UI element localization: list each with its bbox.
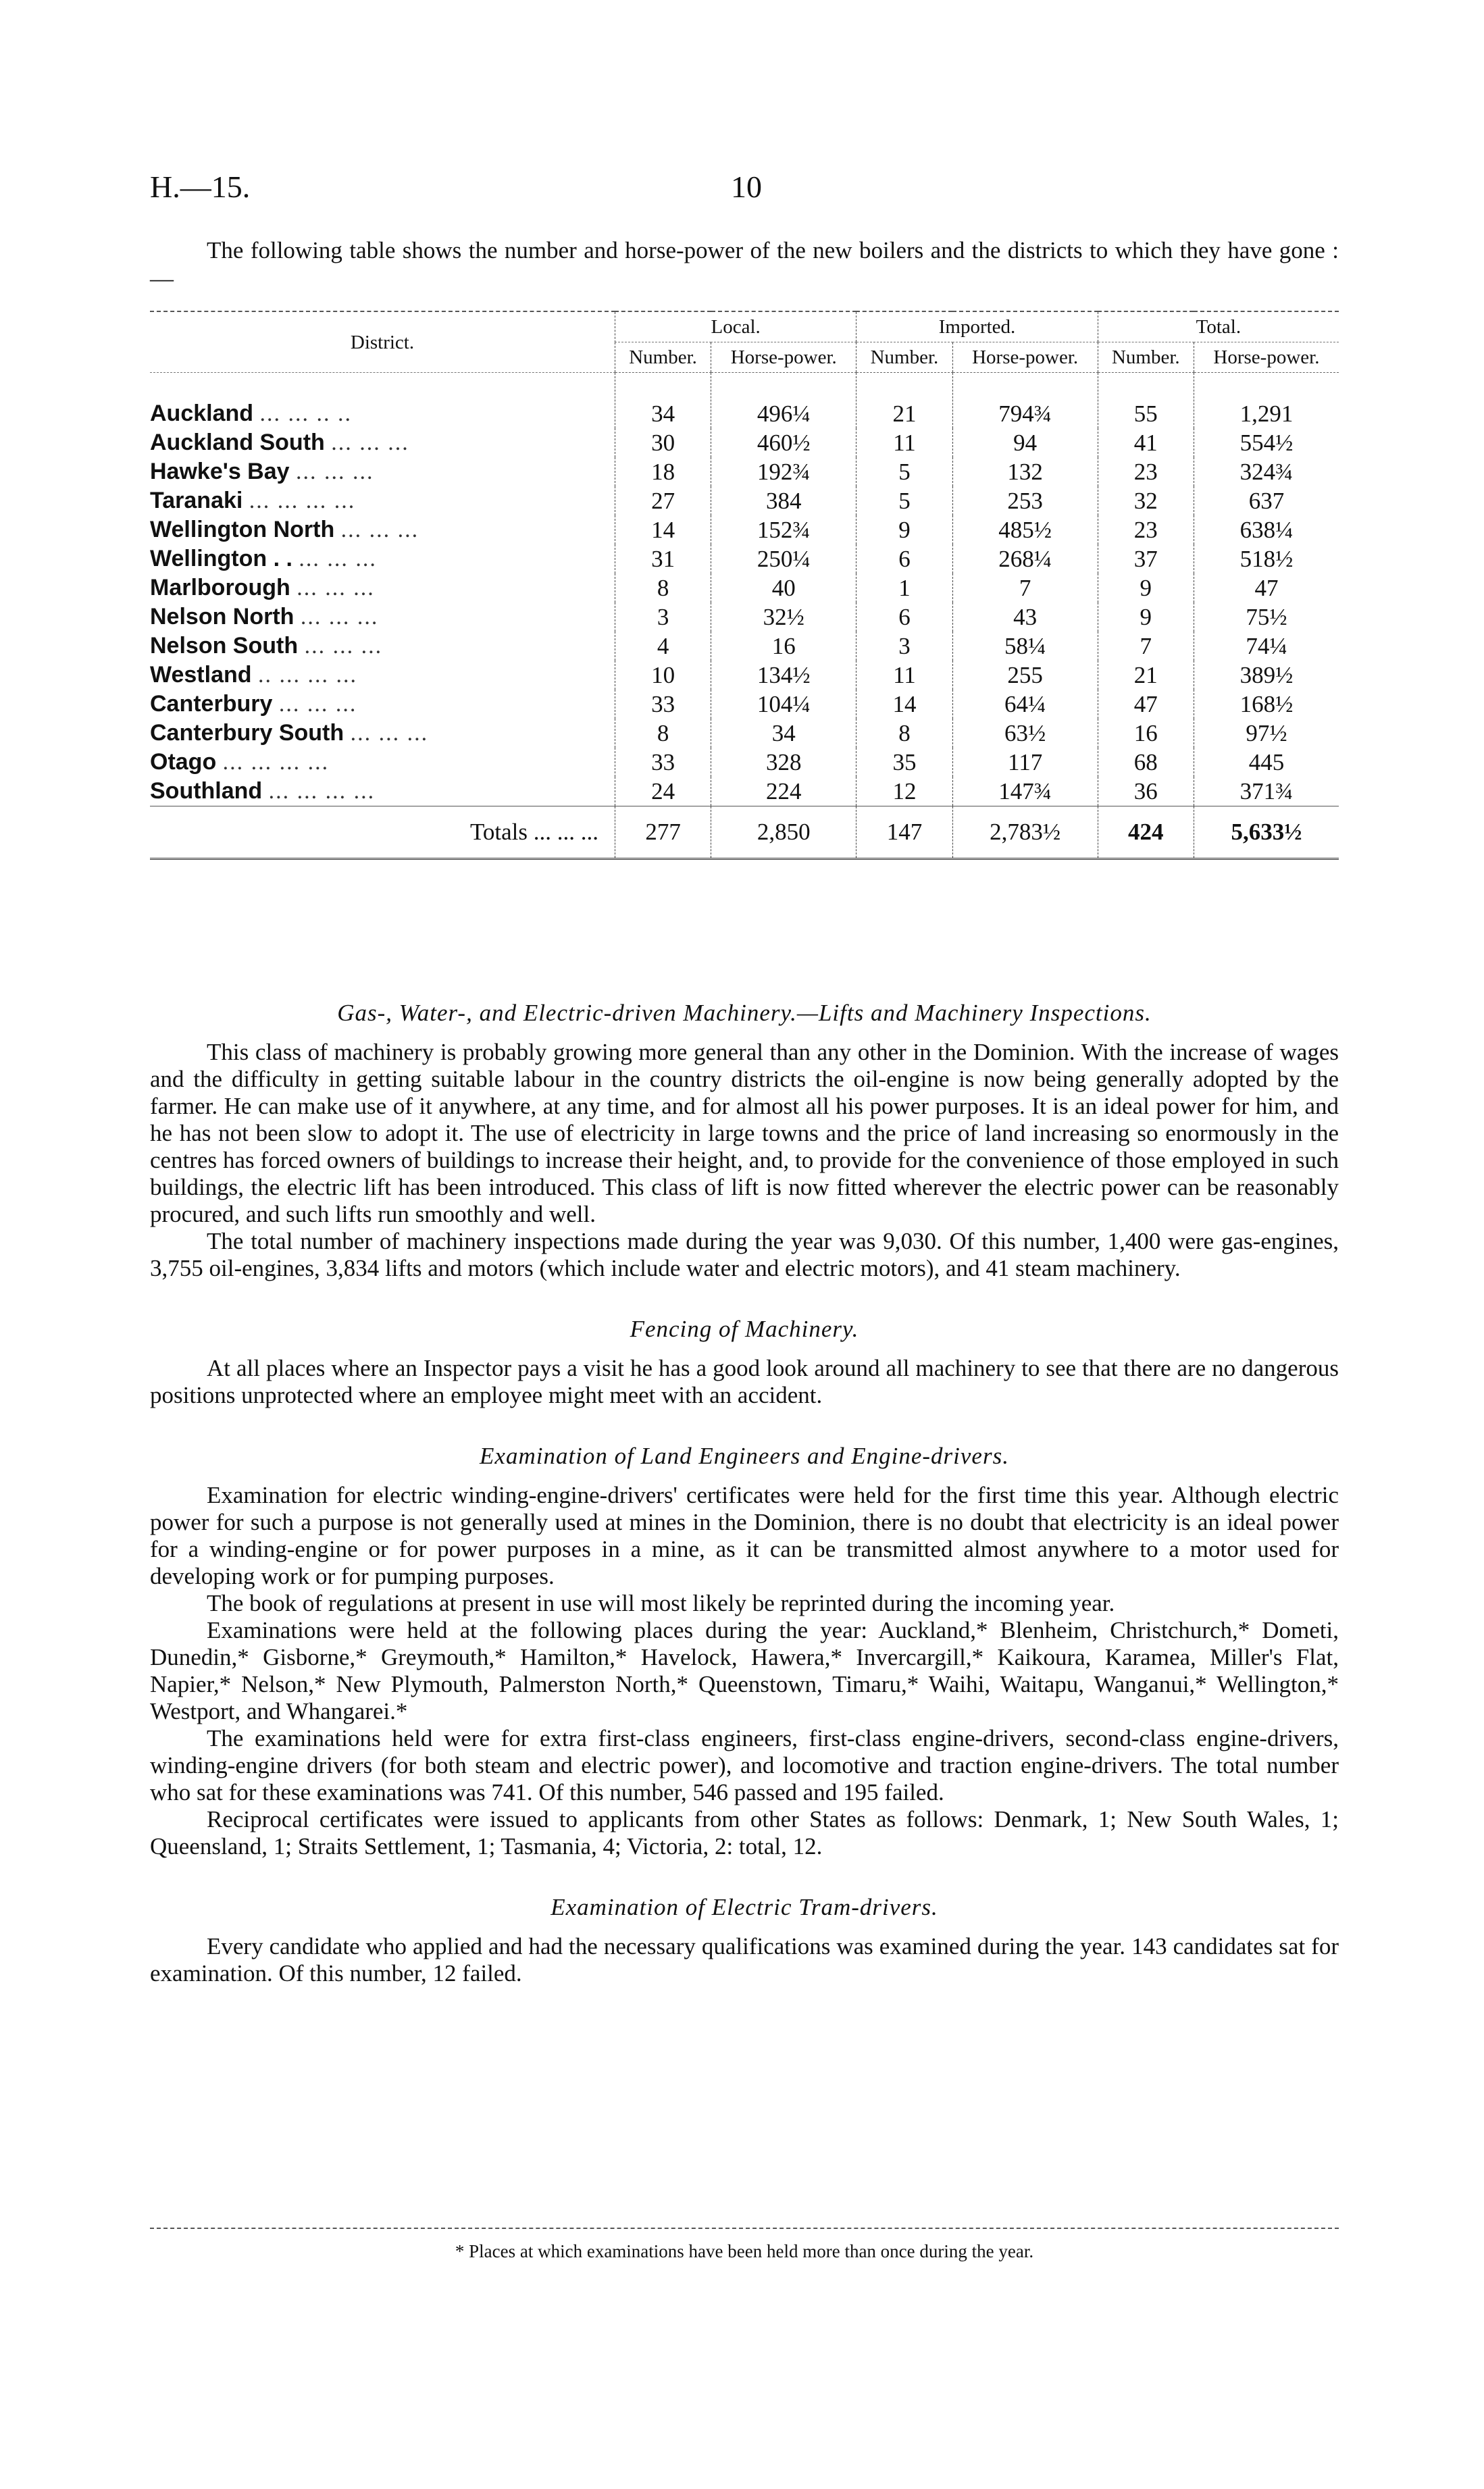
total-horsepower-cell: 97½	[1194, 719, 1339, 748]
imported-number-cell: 8	[856, 719, 952, 748]
district-name: Auckland	[150, 401, 254, 426]
leader-dots: ... ... ...	[296, 459, 374, 484]
imported-horsepower-cell: 58¼	[952, 632, 1098, 661]
table-row	[150, 428, 1339, 457]
leader-dots: ... ... ... ...	[268, 779, 376, 804]
local-number-cell: 8	[615, 573, 711, 602]
totals-row	[150, 806, 1339, 859]
totals-imported-number: 147	[856, 806, 952, 859]
imported-number-cell: 9	[856, 515, 952, 544]
imported-number-cell: 3	[856, 632, 952, 661]
local-number-cell: 8	[615, 719, 711, 748]
local-number-cell: 27	[615, 486, 711, 515]
paragraph: Examinations were held at the following places during the year: Auckland,* Blenheim, Christchurch,* Dometi, Dunedin,* Gisborne,* Greymouth,* Hamilton,* Havelock, Hawera,* Invercargill,* Kaikoura, Karamea, Miller's Flat, Napier,* Nelson,* New Plymouth, Palmerston North,* Queenstown, Timaru,* Waihi, Waitapu, Wanganui,* Wellington,* Westport, and Whangarei.*	[150, 1617, 1339, 1724]
group-imported-header: Imported.	[856, 311, 1098, 342]
section-heading: Examination of Land Engineers and Engine-drivers.	[480, 1443, 1009, 1469]
imported-horsepower-cell: 94	[952, 428, 1098, 457]
local-horsepower-cell: 134½	[711, 661, 856, 690]
imported-number-cell: 11	[856, 428, 952, 457]
total-number-header: Number.	[1098, 342, 1194, 373]
leader-dots: ... ... ... ...	[249, 488, 356, 513]
imported-horsepower-cell: 7	[952, 573, 1098, 602]
paragraph: The total number of machinery inspections made during the year was 9,030. Of this number, 1,400 were gas-engines, 3,755 oil-engines, 3,834 lifts and motors (which include water and electric motors), and 41 steam machinery.	[150, 1228, 1339, 1281]
imported-number-cell: 11	[856, 661, 952, 690]
paragraph: The book of regulations at present in use will most likely be reprinted during the incoming year.	[207, 1590, 1115, 1616]
imported-horsepower-cell: 117	[952, 748, 1098, 777]
paragraph: Every candidate who applied and had the necessary qualifications was examined during the year. 143 candidates sat for examination. Of this number, 12 failed.	[150, 1933, 1339, 1986]
total-number-cell: 37	[1098, 544, 1194, 573]
total-horsepower-cell: 518½	[1194, 544, 1339, 573]
table-row	[150, 544, 1339, 573]
imported-number-cell: 35	[856, 748, 952, 777]
local-horsepower-cell: 224	[711, 777, 856, 806]
leader-dots: ... ... ...	[297, 575, 375, 600]
intro-paragraph: The following table shows the number and horse-power of the new boilers and the districts to which they have gone :—	[150, 237, 1339, 292]
district-name: Hawke's Bay	[150, 459, 290, 484]
imported-horsepower-cell: 43	[952, 602, 1098, 632]
section-heading: Fencing of Machinery.	[630, 1316, 859, 1342]
paragraph: This class of machinery is probably growing more general than any other in the Dominion. With the increase of wages and the difficulty in getting suitable labour in the country districts the oil-engine is now being generally adopted by the farmer. He can make use of it anywhere, at any time, and for almost all his power purposes. It is an ideal power for him, and he has not been slow to adopt it. The use of electricity in large towns and the price of land increasing so enormously in the centres has forced owners of buildings to increase their height, and, to provide for the convenience of those employed in such buildings, the electric lift has been introduced. This class of lift is now fitted wherever the electric power can be reasonably procured, and such lifts run smoothly and well.	[150, 1039, 1339, 1227]
total-number-cell: 9	[1098, 573, 1194, 602]
district-cell	[150, 719, 615, 748]
imported-horsepower-cell: 132	[952, 457, 1098, 486]
leader-dots: ... ... ...	[350, 721, 429, 746]
district-cell	[150, 777, 615, 806]
district-name: Southland	[150, 778, 263, 804]
district-cell	[150, 428, 615, 457]
local-horsepower-header: Horse-power.	[711, 342, 856, 373]
total-number-cell: 23	[1098, 515, 1194, 544]
report-reference: H.—15.	[150, 170, 251, 204]
imported-number-cell: 12	[856, 777, 952, 806]
district-cell	[150, 632, 615, 661]
total-horsepower-cell: 1,291	[1194, 373, 1339, 429]
total-horsepower-cell: 554½	[1194, 428, 1339, 457]
imported-number-header: Number.	[856, 342, 952, 373]
imported-number-cell: 5	[856, 486, 952, 515]
page-number: 10	[731, 170, 762, 204]
local-number-cell: 34	[615, 373, 711, 429]
total-number-cell: 55	[1098, 373, 1194, 429]
district-cell	[150, 661, 615, 690]
leader-dots: ... ... ... ...	[222, 750, 330, 775]
district-cell	[150, 690, 615, 719]
table-row	[150, 515, 1339, 544]
imported-number-cell: 5	[856, 457, 952, 486]
leader-dots: ... ... ...	[304, 634, 383, 659]
local-number-cell: 33	[615, 748, 711, 777]
district-name: Otago	[150, 749, 217, 775]
table-row	[150, 661, 1339, 690]
table-row	[150, 690, 1339, 719]
totals-total-horsepower: 5,633½	[1194, 806, 1339, 859]
table-row	[150, 373, 1339, 429]
local-horsepower-cell: 40	[711, 573, 856, 602]
group-local-header: Local.	[615, 311, 856, 342]
total-number-cell: 41	[1098, 428, 1194, 457]
section	[150, 1316, 1339, 1409]
total-number-cell: 7	[1098, 632, 1194, 661]
total-number-cell: 47	[1098, 690, 1194, 719]
leader-dots: ... ... ...	[300, 605, 379, 630]
local-number-cell: 24	[615, 777, 711, 806]
district-cell	[150, 544, 615, 573]
local-horsepower-cell: 152¾	[711, 515, 856, 544]
local-number-cell: 3	[615, 602, 711, 632]
imported-number-cell: 1	[856, 573, 952, 602]
district-name: Auckland South	[150, 430, 325, 455]
district-cell	[150, 573, 615, 602]
imported-number-cell: 21	[856, 373, 952, 429]
total-number-cell: 68	[1098, 748, 1194, 777]
imported-number-cell: 6	[856, 544, 952, 573]
total-horsepower-cell: 47	[1194, 573, 1339, 602]
body-text	[150, 1000, 1339, 2021]
imported-number-cell: 6	[856, 602, 952, 632]
table-row	[150, 486, 1339, 515]
total-number-cell: 36	[1098, 777, 1194, 806]
leader-dots: ... ... ...	[331, 430, 409, 455]
totals-label: Totals ... ... ...	[150, 806, 615, 859]
local-horsepower-cell: 250¼	[711, 544, 856, 573]
totals-imported-horsepower: 2,783½	[952, 806, 1098, 859]
imported-horsepower-cell: 253	[952, 486, 1098, 515]
district-name: Westland	[150, 662, 252, 688]
local-horsepower-cell: 32½	[711, 602, 856, 632]
district-name: Taranaki	[150, 488, 243, 513]
district-cell	[150, 373, 615, 429]
imported-horsepower-cell: 485½	[952, 515, 1098, 544]
table-row	[150, 457, 1339, 486]
total-horsepower-cell: 389½	[1194, 661, 1339, 690]
local-number-cell: 30	[615, 428, 711, 457]
group-total-header: Total.	[1098, 311, 1339, 342]
imported-horsepower-cell: 64¼	[952, 690, 1098, 719]
imported-number-cell: 14	[856, 690, 952, 719]
total-horsepower-cell: 445	[1194, 748, 1339, 777]
paragraph: At all places where an Inspector pays a visit he has a good look around all machinery to see that there are no dangerous positions unprotected where an employee might meet with an accident.	[150, 1355, 1339, 1408]
totals-total-number: 424	[1098, 806, 1194, 859]
district-name: Nelson North	[150, 604, 295, 630]
total-number-cell: 32	[1098, 486, 1194, 515]
district-cell	[150, 602, 615, 632]
section-heading: Examination of Electric Tram-drivers.	[551, 1894, 938, 1920]
imported-horsepower-cell: 255	[952, 661, 1098, 690]
table-row	[150, 573, 1339, 602]
total-number-cell: 9	[1098, 602, 1194, 632]
table-row	[150, 777, 1339, 806]
local-horsepower-cell: 460½	[711, 428, 856, 457]
section-heading: Gas-, Water-, and Electric-driven Machinery.—Lifts and Machinery Inspections.	[337, 1000, 1152, 1026]
total-horsepower-header: Horse-power.	[1194, 342, 1339, 373]
imported-horsepower-cell: 268¼	[952, 544, 1098, 573]
local-number-cell: 31	[615, 544, 711, 573]
leader-dots: ... ... ...	[278, 692, 357, 717]
total-horsepower-cell: 75½	[1194, 602, 1339, 632]
local-horsepower-cell: 34	[711, 719, 856, 748]
table-row	[150, 632, 1339, 661]
district-name: Canterbury South	[150, 720, 344, 746]
local-number-cell: 14	[615, 515, 711, 544]
imported-horsepower-header: Horse-power.	[952, 342, 1098, 373]
footnote-divider	[150, 2228, 1339, 2229]
total-horsepower-cell: 638¼	[1194, 515, 1339, 544]
paragraph: Reciprocal certificates were issued to applicants from other States as follows: Denmark, 1; New South Wales, 1; Queensland, 1; Straits Settlement, 1; Tasmania, 4; Victoria, 2: total, 12.	[150, 1806, 1339, 1859]
district-cell	[150, 748, 615, 777]
local-horsepower-cell: 496¼	[711, 373, 856, 429]
district-name: Canterbury	[150, 691, 273, 717]
local-horsepower-cell: 104¼	[711, 690, 856, 719]
district-cell	[150, 457, 615, 486]
local-number-header: Number.	[615, 342, 711, 373]
leader-dots: ... ... ...	[299, 546, 377, 571]
paragraph: Examination for electric winding-engine-drivers' certificates were held for the first time this year. Although electric power for such a purpose is not generally used at mines in the Dominion, there is no doubt that electricity is an ideal power for a winding-engine or for power purposes in a mine, as it can be transmitted almost anywhere to a motor used for developing work or for pumping purposes.	[150, 1482, 1339, 1589]
total-horsepower-cell: 74¼	[1194, 632, 1339, 661]
district-name: Wellington North	[150, 517, 335, 542]
leader-dots: ... ... ...	[340, 517, 419, 542]
table-row	[150, 748, 1339, 777]
totals-local-horsepower: 2,850	[711, 806, 856, 859]
paragraph: The examinations held were for extra first-class engineers, first-class engine-drivers, second-class engine-drivers, winding-engine drivers (for both steam and electric power), and locomotive and traction engine-drivers. The total number who sat for these examinations was 741. Of this number, 546 passed and 195 failed.	[150, 1725, 1339, 1805]
district-header: District.	[150, 311, 615, 373]
total-horsepower-cell: 168½	[1194, 690, 1339, 719]
imported-horsepower-cell: 63½	[952, 719, 1098, 748]
imported-horsepower-cell: 147¾	[952, 777, 1098, 806]
footnote: * Places at which examinations have been held more than once during the year.	[455, 2241, 1034, 2261]
section	[150, 1000, 1339, 1282]
leader-dots: ... ... .. ..	[259, 401, 352, 426]
local-number-cell: 4	[615, 632, 711, 661]
local-horsepower-cell: 16	[711, 632, 856, 661]
local-number-cell: 18	[615, 457, 711, 486]
district-cell	[150, 486, 615, 515]
local-number-cell: 33	[615, 690, 711, 719]
local-number-cell: 10	[615, 661, 711, 690]
total-horsepower-cell: 371¾	[1194, 777, 1339, 806]
district-name: Nelson South	[150, 633, 299, 659]
leader-dots: .. ... ... ...	[257, 663, 357, 688]
total-horsepower-cell: 324¾	[1194, 457, 1339, 486]
district-cell	[150, 515, 615, 544]
total-number-cell: 16	[1098, 719, 1194, 748]
total-horsepower-cell: 637	[1194, 486, 1339, 515]
local-horsepower-cell: 384	[711, 486, 856, 515]
district-name: Marlborough	[150, 575, 290, 600]
district-name: Wellington . .	[150, 546, 292, 571]
local-horsepower-cell: 328	[711, 748, 856, 777]
table-row	[150, 602, 1339, 632]
imported-horsepower-cell: 794¾	[952, 373, 1098, 429]
section	[150, 1894, 1339, 1987]
total-number-cell: 23	[1098, 457, 1194, 486]
section	[150, 1443, 1339, 1860]
total-number-cell: 21	[1098, 661, 1194, 690]
totals-local-number: 277	[615, 806, 711, 859]
local-horsepower-cell: 192¾	[711, 457, 856, 486]
boilers-table	[150, 311, 1339, 860]
table-row	[150, 719, 1339, 748]
